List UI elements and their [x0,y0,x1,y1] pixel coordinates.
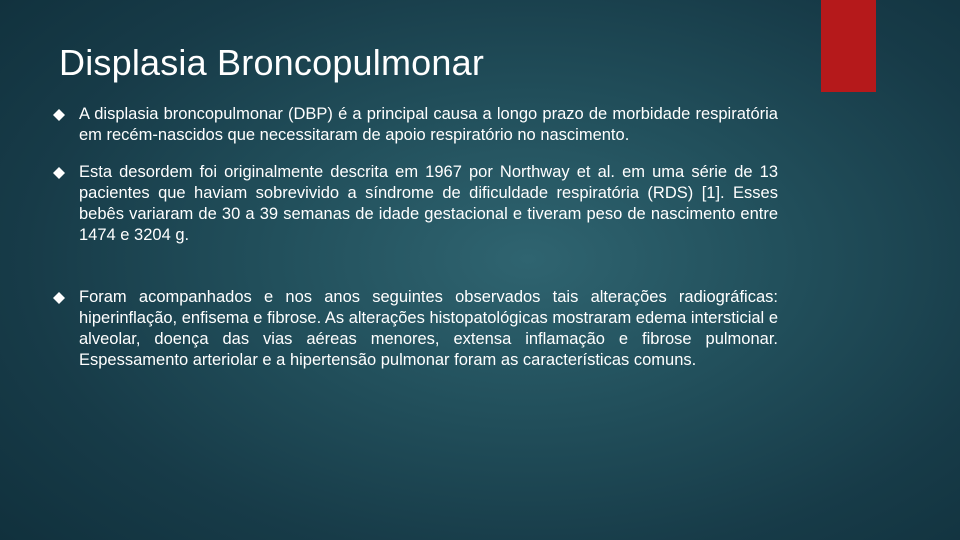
bullet-item [52,104,778,146]
bullet-text: Foram acompanhados e nos anos seguintes observados tais alterações radiográficas: hiperinflação, enfisema e fibrose. As alterações histopatológicas mostraram edema intersticial e alveolar, doença das vias aéreas menores, extensa inflamação e fibrose pulmonar. Espessamento arteriolar e a hipertensão pulmonar foram as características comuns. [79,288,778,369]
bullet-text: Esta desordem foi originalmente descrita em 1967 por Northway et al. em uma série de 13 pacientes que haviam sobrevivido a síndrome de dificuldade respiratória (RDS) [1]. Esses bebês variaram de 30 a 39 semanas de idade gestacional e tiveram peso de nascimento entre 1474 e 3204 g. [79,163,778,244]
bullet-item [52,162,778,246]
bullet-item [52,287,778,371]
diamond-bullet-icon [53,167,65,179]
diamond-bullet-icon [53,292,65,304]
diamond-bullet-icon [53,109,65,121]
bullet-text: A displasia broncopulmonar (DBP) é a principal causa a longo prazo de morbidade respiratória em recém-nascidos que necessitaram de apoio respiratório no nascimento. [79,105,778,144]
slide-title: Displasia Broncopulmonar [59,42,485,83]
accent-bar [821,0,876,92]
bullet-list [52,104,778,371]
